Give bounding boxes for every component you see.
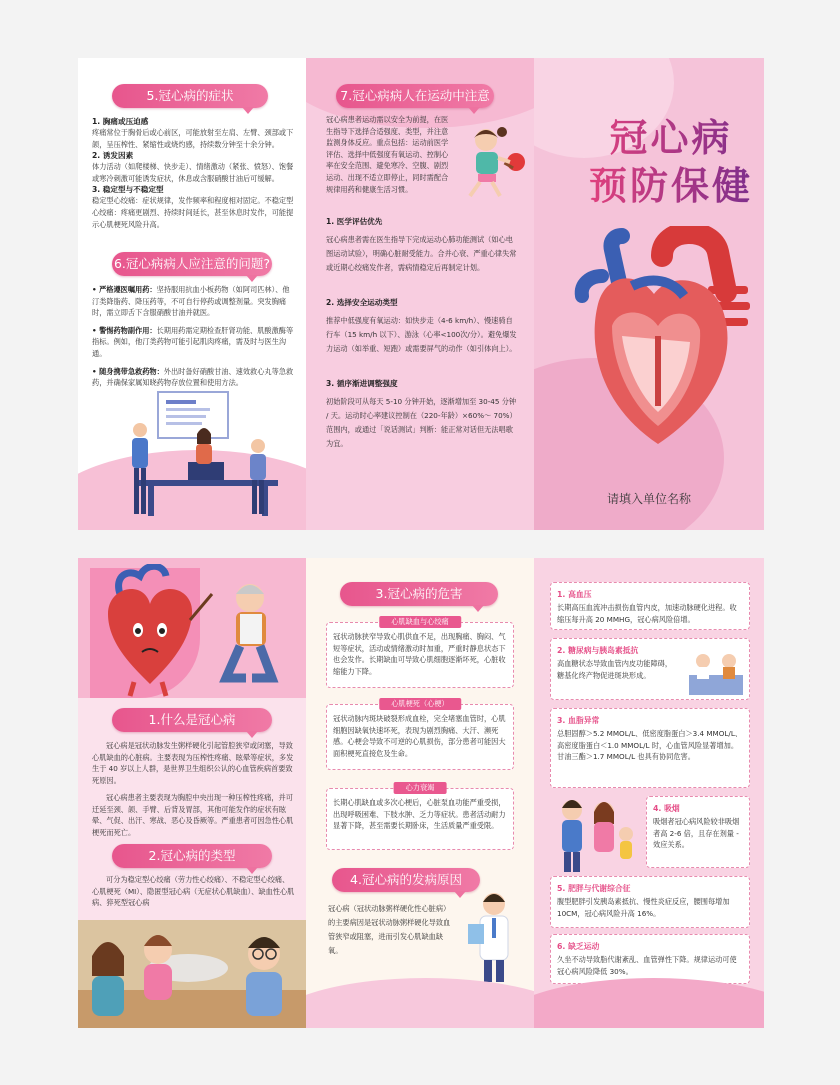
cause-box-6: [550, 934, 750, 984]
harm-box-1: [326, 617, 514, 688]
office-meeting-illustration: [118, 388, 288, 518]
exercise-text-2: 推荐中低强度有氧运动：如快步走（4-6 km/h）、慢速骑自行车（15 km/h 以下）、游泳（心率<100次/分）。避免爆发力运动（如举重、短跑）或需要屏气的动作（如引体向上）。: [326, 316, 517, 353]
exercise-heading-2: 2. 选择安全运动类型: [326, 298, 398, 307]
harm-box-2-text: 冠状动脉内斑块破裂形成血栓，完全堵塞血管时，心肌细胞因缺氧快速坏死，表现为剧烈胸痛、大汗、濒死感。心梗会导致不可逆的心肌损伤，部分患者可能因大面积梗死直接危及生命。: [333, 714, 506, 758]
symptoms-list: [92, 116, 296, 230]
cause-text-6: 久坐不动导致脂代谢紊乱、血管弹性下降。规律运动可使冠心病风险降低 30%。: [557, 955, 737, 976]
heart-character-illustration: [90, 564, 300, 698]
causes-intro: 冠心病（冠状动脉粥样硬化性心脏病）的主要病因是冠状动脉粥样硬化导致血管狭窄或阻塞，进而引发心肌缺血缺氧。: [328, 904, 451, 955]
section-title-types: 2.冠心病的类型: [112, 844, 272, 868]
doctor-consultation-icon: [687, 647, 745, 697]
panel-harm: [306, 558, 534, 1028]
notes-list: [92, 284, 296, 389]
section-title-causes: 4.冠心病的发病原因: [332, 868, 480, 892]
decor-wave: [534, 978, 764, 1028]
cause-title-1: 1. 高血压: [557, 590, 592, 599]
cause-text-4: 吸烟者冠心病风险较非吸烟者高 2-6 倍，且存在剂量 - 效应关系。: [653, 817, 740, 850]
panel-exercise: [306, 58, 534, 530]
exercise-text-3: 初始阶段可从每天 5-10 分钟开始，逐渐增加至 30-45 分钟 / 天。运动时心率建议控制在（220-年龄）×60%～ 70%）范围内，或通过「说话测试」判断：能正常对话但无法唱歌为宜。: [326, 397, 517, 448]
cause-box-5: [550, 876, 750, 928]
note-3: • 随身携带急救药物：外出时备好硝酸甘油、速效救心丸等急救药，并确保家属知晓药物存放位置和使用方法。: [92, 366, 294, 388]
smoking-people-illustration: [78, 920, 306, 1028]
unit-name: 请填入单位名称: [606, 492, 691, 506]
family-smoking-illustration: [552, 794, 642, 874]
decor-wave: [306, 978, 534, 1028]
section-title-harm: 3.冠心病的危害: [340, 582, 498, 606]
exercise-text-1: 冠心病患者需在医生指导下完成运动心肺功能测试（如心电图运动试验），明确心脏耐受能力。合并心衰、严重心律失常或近期心绞痛发作者，需病情稳定后再制定计划。: [326, 235, 517, 272]
symptom-text-2: 体力活动（如爬楼梯、快步走）、情绪激动（紧张、愤怒）、饱餐或寒冷刺激可能诱发症状，休息或含服硝酸甘油后可缓解。: [92, 162, 294, 183]
exercise-list: [326, 216, 518, 451]
what-is-para-1: 冠心病是冠状动脉发生粥样硬化引起管腔狭窄或闭塞，导致心肌缺血的心脏病。主要表现为压榨性疼痛、眩晕等症状，多发生于 40 岁以上人群，是世界卫生组织公认的心血管疾病首要致死原因。: [92, 741, 294, 785]
cause-text-5: 腹型肥胖引发胰岛素抵抗、慢性炎症反应，腰围每增加 10CM，冠心病风险升高 16%。: [557, 897, 730, 918]
cause-title-2: 2. 糖尿病与胰岛素抵抗: [557, 646, 639, 655]
heart-anatomy-illustration: [562, 226, 752, 456]
cover-title: [586, 114, 756, 210]
note-1: • 严格遵医嘱用药：坚持服用抗血小板药物（如阿司匹林）、他汀类降脂药、降压药等，不可自行停药或调整剂量。突发胸痛时，需立即舌下含服硝酸甘油并就医。: [92, 285, 290, 318]
section-title-notes: 6.冠心病病人应注意的问题?: [112, 252, 272, 276]
what-is-para-2: 冠心病患者主要表现为胸腔中央出现一种压榨性疼痛，并可迁延至颈、颌、手臂、后背及胃部，其他可能发作的症状有眩晕、气促、出汗、寒战、恶心及昏厥等。严重患者可因急性心肌梗死而死亡。: [92, 793, 294, 837]
harm-box-3-label: 心力衰竭: [394, 782, 447, 794]
cause-title-6: 6. 缺乏运动: [557, 942, 600, 951]
cause-text-1: 长期高压血流冲击损伤血管内皮，加速动脉硬化进程。收缩压每升高 20 MMHG，冠心病风险倍增。: [557, 603, 737, 624]
cause-box-4: [646, 796, 750, 868]
section-title-exercise: 7.冠心病病人在运动中注意: [336, 84, 494, 108]
cause-text-3: 总胆固醇＞5.2 MMOL/L、低密度脂蛋白＞3.4 MMOL/L、高密度脂蛋白＜1.0 MMOL/L 时，心血管风险显著增加。甘油三酯＞1.7 MMOL/L 也具有协同危害。: [557, 729, 743, 762]
section-title-what-is: 1.什么是冠心病: [112, 708, 272, 732]
harm-box-2-label: 心肌梗死（心梗）: [379, 698, 461, 710]
table-tennis-girl-illustration: [452, 124, 528, 202]
cause-box-3: [550, 708, 750, 788]
note-2: • 警惕药物副作用：长期用药需定期检查肝肾功能、肌酸激酶等指标。例如，他汀类药物可能引起肌肉疼痛，需及时与医生沟通。: [92, 325, 294, 358]
cause-title-4: 4. 吸烟: [653, 804, 680, 813]
symptom-text-3: 稳定型心绞痛：症状规律，发作频率和程度相对固定。不稳定型心绞痛：疼痛更剧烈、持续时间延长，甚至休息时发作，可能提示心肌梗死风险升高。: [92, 196, 294, 229]
symptom-text-1: 疼痛常位于胸骨后或心前区，可能放射至左肩、左臂、颈部或下颌，呈压榨性、紧缩性或烧灼感，持续数分钟至十余分钟。: [92, 128, 294, 149]
harm-box-2: [326, 699, 514, 770]
panel-what-is: [78, 558, 306, 1028]
exercise-intro: 冠心病患者运动需以安全为前提，在医生指导下选择合适强度、类型，并注意监测身体反应。重点包括：运动前医学评估、选择中低强度有氧运动、控制心率在安全范围、避免寒冷、空腹、剧烈运动、出现不适立即停止，同时需配合规律用药和健康生活习惯。: [326, 115, 449, 194]
harm-box-3: [326, 783, 514, 850]
cause-box-1: [550, 582, 750, 630]
symptom-heading-2: 2. 诱发因素: [92, 151, 134, 161]
panel-symptoms: [78, 58, 306, 530]
panel-causes: [534, 558, 764, 1028]
harm-box-3-text: 长期心肌缺血或多次心梗后，心脏泵血功能严重受损，出现呼吸困难、下肢水肿、乏力等症状。患者活动耐力显著下降，甚至需要长期卧床，生活质量严重受限。: [333, 798, 506, 831]
types-text: 可分为稳定型心绞痛（劳力性心绞痛）、不稳定型心绞痛、心肌梗死（MI）、隐匿型冠心病（无症状心肌缺血）、缺血性心肌病、猝死型冠心病: [92, 875, 295, 908]
symptom-heading-1: 1. 胸痛或压迫感: [92, 117, 149, 126]
cover-title-line2: 预防保健: [588, 164, 753, 208]
cover-title-line1: 冠心病: [609, 116, 733, 160]
symptom-heading-3: 3. 稳定型与不稳定型: [92, 185, 164, 195]
exercise-heading-3: 3. 循序渐进调整强度: [326, 379, 398, 388]
cause-title-3: 3. 血脂异常: [557, 716, 600, 725]
cause-text-2: 高血糖状态导致血管内皮功能障碍，糖基化终产物促进斑块形成。: [557, 659, 673, 680]
panel-cover: [534, 58, 764, 530]
section-title-symptoms: 5.冠心病的症状: [112, 84, 268, 108]
cause-title-5: 5. 肥胖与代谢综合征: [557, 884, 631, 893]
harm-box-1-text: 冠状动脉狭窄导致心肌供血不足，出现胸痛、胸闷、气短等症状，活动或情绪激动时加重，严重时静息状态下也会发作。长期缺血可导致心肌细胞逐渐坏死，心脏收缩能力下降。: [333, 632, 506, 676]
doctor-illustration: [464, 888, 526, 988]
harm-box-1-label: 心肌缺血与心绞痛: [379, 616, 461, 628]
cause-box-2: [550, 638, 750, 700]
exercise-heading-1: 1. 医学评估优先: [326, 217, 383, 226]
